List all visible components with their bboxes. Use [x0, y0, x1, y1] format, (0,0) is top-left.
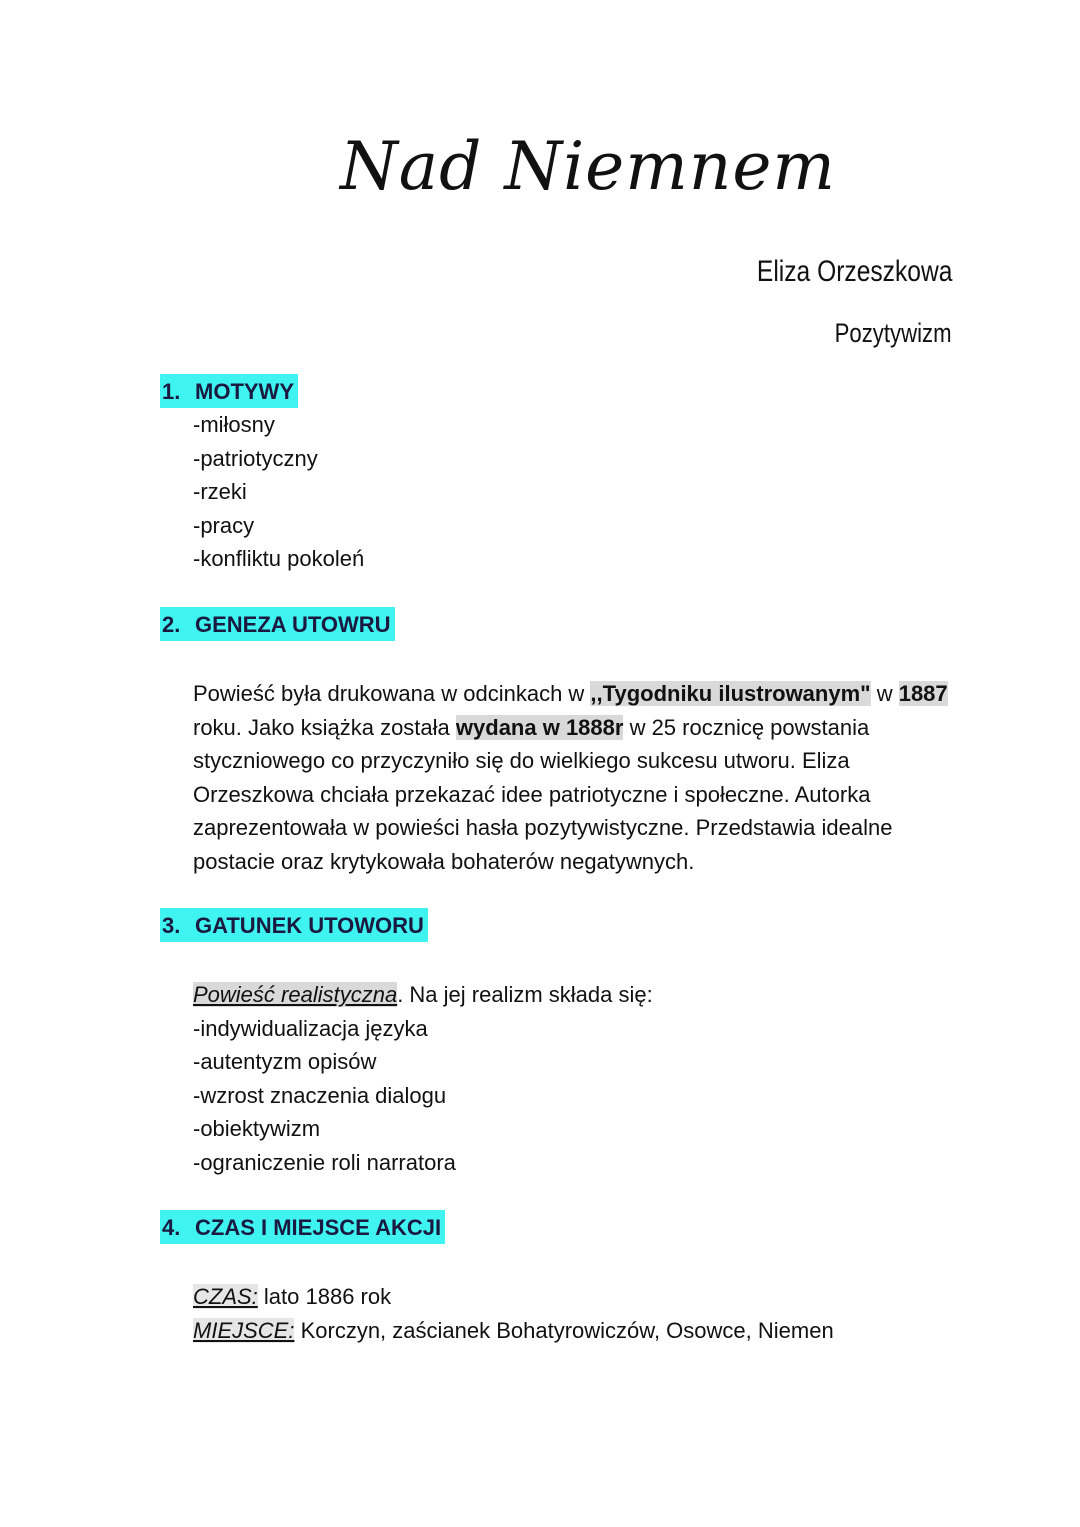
time-label: CZAS:	[193, 1284, 258, 1309]
time-value: lato 1886 rok	[257, 1284, 392, 1309]
highlight-published: wydana w 1888r	[455, 714, 624, 740]
section-title: GATUNEK UTOWORU	[195, 913, 424, 938]
section-title: MOTYWY	[195, 379, 294, 404]
list-item: -wzrost znaczenia dialogu	[193, 1082, 447, 1108]
section-czas-miejsce	[160, 1210, 960, 1347]
place-line	[193, 1314, 960, 1348]
list-item: -pracy	[193, 512, 255, 538]
place-label: MIEJSCE:	[193, 1317, 295, 1343]
section-gatunek	[160, 908, 960, 1179]
section-heading	[160, 607, 395, 641]
list-item: -obiektywizm	[193, 1116, 321, 1141]
text-run: w 25 rocznicę powstania styczniowego co przyczyniło się do wielkiego sukcesu utworu. Eliza Orzeszkowa chciała przekazać idee patriotyczne i społeczne. Autorka zaprezentowała w powieści hasła pozytywistyczne. Przedstawia idealne postacie oraz krytykowała bohaterów negatywnych.	[193, 714, 893, 874]
motif-list	[193, 408, 960, 576]
section-heading	[160, 1210, 445, 1244]
list-item: -rzeki	[193, 479, 247, 504]
list-item: -ograniczenie roli narratora	[193, 1149, 456, 1175]
text-run: roku. Jako książka została	[193, 714, 456, 740]
highlight-year: 1887	[898, 681, 948, 706]
list-item: -miłosny	[193, 412, 275, 437]
list-item: -autentyzm opisów	[193, 1049, 377, 1074]
author-name: Eliza Orzeszkowa	[756, 255, 952, 288]
place-value: Korczyn, zaścianek Bohatyrowiczów, Osowce, Niemen	[294, 1317, 834, 1343]
text-run: w	[870, 681, 899, 706]
section-motywy	[160, 374, 960, 576]
text-run: . Na jej realizm składa się:	[397, 982, 653, 1007]
list-item: -konfliktu pokoleń	[193, 546, 365, 571]
genre-list	[193, 978, 960, 1179]
genre-label: Powieść realistyczna	[193, 982, 398, 1007]
section-geneza	[160, 607, 960, 878]
time-line	[193, 1280, 960, 1314]
section-number: 4.	[162, 1215, 181, 1240]
list-item: -patriotyczny	[193, 445, 318, 471]
document-title: Nad Niemnem	[340, 128, 836, 205]
section-title: GENEZA UTOWRU	[195, 612, 391, 637]
list-item: -indywidualizacja języka	[193, 1015, 428, 1041]
genre-intro	[193, 978, 960, 1012]
section-title: CZAS I MIEJSCE AKCJI	[195, 1215, 442, 1240]
literary-era: Pozytywizm	[835, 318, 952, 348]
genesis-paragraph	[193, 677, 963, 878]
section-number: 1.	[162, 379, 181, 404]
text-run: Powieść była drukowana w odcinkach w	[193, 681, 591, 706]
section-number: 3.	[162, 913, 181, 938]
section-number: 2.	[162, 612, 181, 637]
section-heading	[160, 374, 298, 408]
time-place-list	[193, 1280, 960, 1347]
section-heading	[160, 908, 428, 942]
highlight-publication: ,,Tygodniku ilustrowanym"	[590, 681, 871, 706]
